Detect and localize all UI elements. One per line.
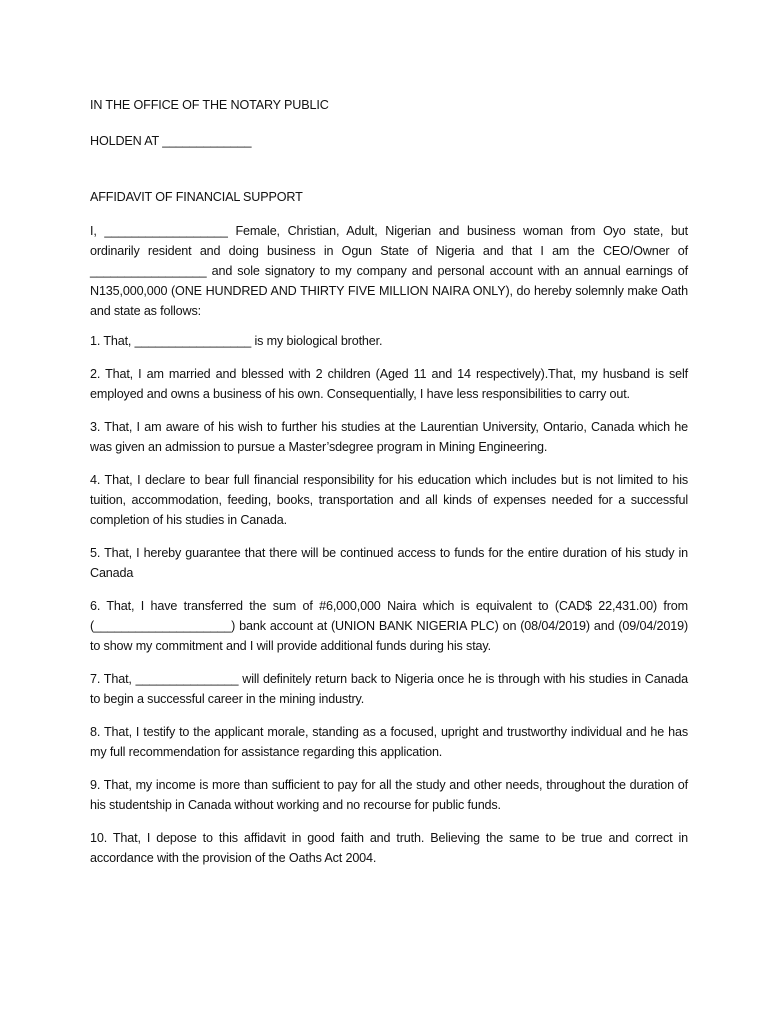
- paragraph-7: 7. That, _______________ will definitely return back to Nigeria once he is through with his studies in Canada to begin a successful career in the mining industry.: [90, 672, 692, 706]
- notary-office-heading: IN THE OFFICE OF THE NOTARY PUBLIC: [90, 98, 329, 112]
- intro-paragraph: I, __________________ Female, Christian, Adult, Nigerian and business woman from Oyo state, but ordinarily resident and doing business in Ogun State of Nigeria and that I am the CEO/Owner of _________________ and sole signatory to my company and personal account with an annual earnings of N135,000,000 (ONE HUNDRED AND THIRTY FIVE MILLION NAIRA ONLY), do hereby solemnly make Oath and state as follows:: [90, 224, 692, 318]
- paragraph-10: 10. That, I depose to this affidavit in good faith and truth. Believing the same to be true and correct in accordance with the provision of the Oaths Act 2004.: [90, 831, 692, 865]
- holden-at-line: HOLDEN AT _____________: [90, 134, 252, 148]
- paragraph-4: 4. That, I declare to bear full financial responsibility for his education which includes but is not limited to his tuition, accommodation, feeding, books, transportation and all kinds of expenses needed for a successful completion of his studies in Canada.: [90, 473, 692, 527]
- paragraph-1: 1. That, _________________ is my biological brother.: [90, 334, 383, 348]
- paragraph-3: 3. That, I am aware of his wish to further his studies at the Laurentian University, Ontario, Canada which he was given an admission to pursue a Master’sdegree program in Mining Engineering.: [90, 420, 692, 454]
- paragraph-2: 2. That, I am married and blessed with 2 children (Aged 11 and 14 respectively).That, my husband is self employed and owns a business of his own. Consequentially, I have less responsibilities to carry out.: [90, 367, 692, 401]
- paragraph-8: 8. That, I testify to the applicant morale, standing as a focused, upright and trustworthy individual and he has my full recommendation for assistance regarding this application.: [90, 725, 692, 759]
- affidavit-title: AFFIDAVIT OF FINANCIAL SUPPORT: [90, 190, 303, 204]
- paragraph-9: 9. That, my income is more than sufficient to pay for all the study and other needs, throughout the duration of his studentship in Canada without working and no recourse for public funds.: [90, 778, 692, 812]
- paragraph-5: 5. That, I hereby guarantee that there will be continued access to funds for the entire duration of his study in Canada: [90, 546, 692, 580]
- paragraph-6: 6. That, I have transferred the sum of #6,000,000 Naira which is equivalent to (CAD$ 22,431.00) from (____________________) bank account at (UNION BANK NIGERIA PLC) on (08/04/2019) and (09/04/2019) to show my commitment and I will provide additional funds during his stay.: [90, 599, 692, 653]
